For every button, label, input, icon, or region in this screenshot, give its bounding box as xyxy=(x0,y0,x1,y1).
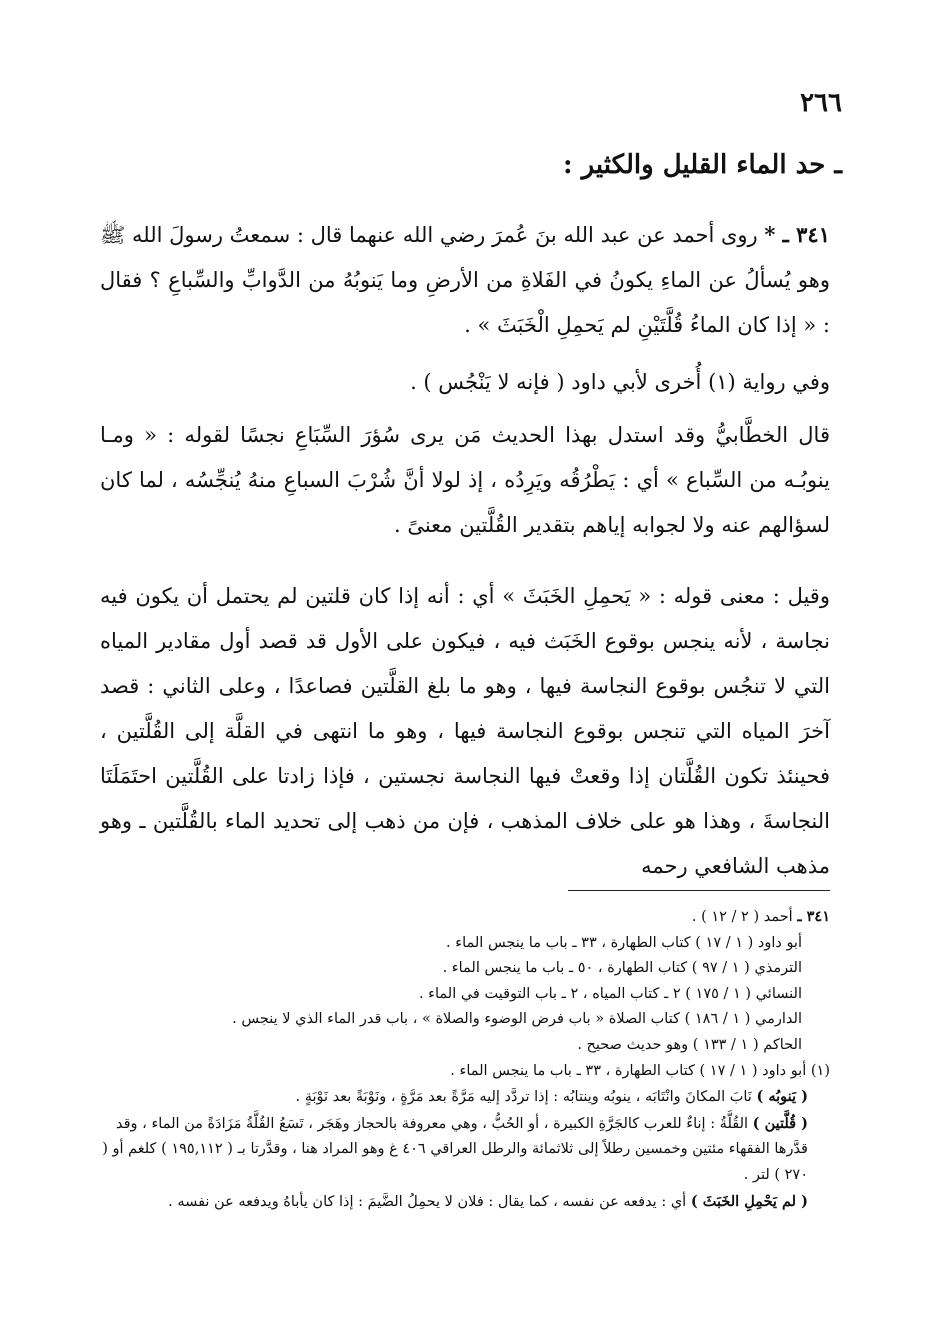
footnote-1 xyxy=(100,1059,830,1085)
source-line: أبو داود ( ١ / ١٧ ) كتاب الطهارة ، ٣٣ ـ باب ما ينجس الماء . xyxy=(446,934,802,951)
footnote-1-text: أبو داود ( ١ / ١٧ ) كتاب الطهارة ، ٣٣ ـ باب ما ينجس الماء . xyxy=(450,1062,807,1079)
gloss-text: القُلَّةُ : إناءٌ للعرب كالجَرَّةِ الكبيرة ، أو الحُبُّ ، وهي معروفة بالحجاز وهَجَر ، تَسَعُ القُلَّةُ مَزَادَةً من الماء ، وقد قدَّرها الفقهاء مئتين وخمسين رطلاً إلى ثلاثمائة والرطل العراقي ٤٠٦ غ وهو المراد هنا ، وقدَّرتا بـ ( ١٩٥,١١٢ ) كلغم أو ( ٢٧٠ ) لتر . xyxy=(102,1115,808,1183)
gloss-term: ( لم يَحْمِلِ الخَبَثَ ) xyxy=(690,1192,808,1210)
riwaya-text: وفي رواية (١) أُخرى لأبي داود ( فإنه لا يَنْجُس ) . xyxy=(410,370,830,394)
hadith-number: ٣٤١ ـ * xyxy=(764,222,830,247)
hadith-text: روى أحمد عن عبد الله بنَ عُمرَ رضي الله عنهما قال : سمعتُ رسولَ الله ﷺ وهو يُسألُ عن الماءِ يكونُ في الفَلاةِ من الأرضِ وما يَنوبُهُ من الدَّوابِّ والسِّباعِ ؟ فقال : « إذا كان الماءُ قُلَّتَيْنِ لم يَحمِلِ الْخَبَثَ » . xyxy=(100,223,830,337)
gloss-line xyxy=(100,1084,830,1111)
footnote-341-label: ٣٤١ ـ xyxy=(797,908,830,925)
commentary-text: وقيل : معنى قوله : « يَحمِلِ الخَبَثَ » أي : أنه إذا كان قلتين لم يحتمل أن يكون فيه نجاسة ، لأنه ينجس بوقوع الخَبَث فيه ، فيكون على الأول قد قصد أول مقادير المياه التي لا تنجُس بوقوع النجاسة فيها ، وهو ما بلغ القلَّتين فصاعدًا ، وعلى الثاني : قصد آخرَ المياه التي تنجس بوقوع النجاسة فيها ، وهو ما انتهى في القلَّة إلى القُلَّتين ، فحينئذ تكون القُلَّتان إذا وقعتْ فيها النجاسة نجستين ، فإذا زادتا على القُلَّتين احتَمَلَتَا النجاسةَ ، وهذا هو على خلاف المذهب ، فإن من ذهب إلى تحديد الماء بالقُلَّتين ـ وهو مذهب الشافعي رحمه xyxy=(100,584,830,878)
source-line: الحاكم ( ١ / ١٣٣ ) وهو حديث صحيح . xyxy=(577,1036,802,1053)
footnote-divider xyxy=(568,890,830,891)
gloss-text: نَابَ المكانَ وانْتَابَه ، ينوبُه وينتابُه : إذا تردَّد إليه مَرَّةً بعد مَرَّةٍ ، ونَوْبَةً بعد نَوْبَةٍ . xyxy=(295,1089,752,1106)
source-line: الدارمي ( ١ / ١٨٦ ) كتاب الصلاة « باب فرض الوضوء والصلاة » ، باب قدر الماء الذي لا ينجس . xyxy=(232,1011,802,1028)
khattabi-paragraph xyxy=(100,413,830,548)
source-line: النسائي ( ١ / ١٧٥ ) ٢ ـ كتاب المياه ، ٢ ـ باب التوقيت في الماء . xyxy=(418,985,802,1002)
gloss-line xyxy=(100,1111,830,1189)
gloss-text: أي : يدفعه عن نفسه ، كما يقال : فلان لا يحمِلُ الضَّيمَ : إذا كان يأباهُ ويدفعه عن نفسه . xyxy=(168,1193,687,1210)
footnotes xyxy=(100,904,830,1215)
riwaya-paragraph xyxy=(100,360,830,405)
commentary-paragraph xyxy=(100,574,830,889)
gloss-term: ( قُلَّتين ) xyxy=(752,1114,808,1132)
source-line: الترمذي ( ١ / ٩٧ ) كتاب الطهارة ، ٥٠ ـ باب ما ينجس الماء . xyxy=(442,960,802,977)
footnote-341 xyxy=(100,904,830,931)
gloss-line xyxy=(100,1189,830,1216)
footnote-1-label: (١) xyxy=(810,1062,830,1079)
section-heading: ـ حد الماء القليل والكثير : xyxy=(562,150,842,180)
hadith-paragraph xyxy=(100,212,830,348)
page-number: ٢٦٦ xyxy=(800,88,842,118)
footnote-341-text: أحمد ( ٢ / ١٢ ) . xyxy=(691,909,793,925)
khattabi-text: قال الخطَّابيُّ وقد استدل بهذا الحديث مَن يرى سُؤرَ السِّبَاعِ نجسًا لقوله : « ومـا ينوبُـه من السِّباع » أي : يَطْرُقُه ويَرِدُه ، إذ لولا أنَّ شُرْبَ السباعِ منهُ يُنجِّسُه ، لما كان لسؤالهم عنه ولا لجوابه إياهم بتقدير القُلَّتين معنىً . xyxy=(100,423,830,537)
gloss-term: ( يَنوبُه ) xyxy=(756,1088,808,1106)
